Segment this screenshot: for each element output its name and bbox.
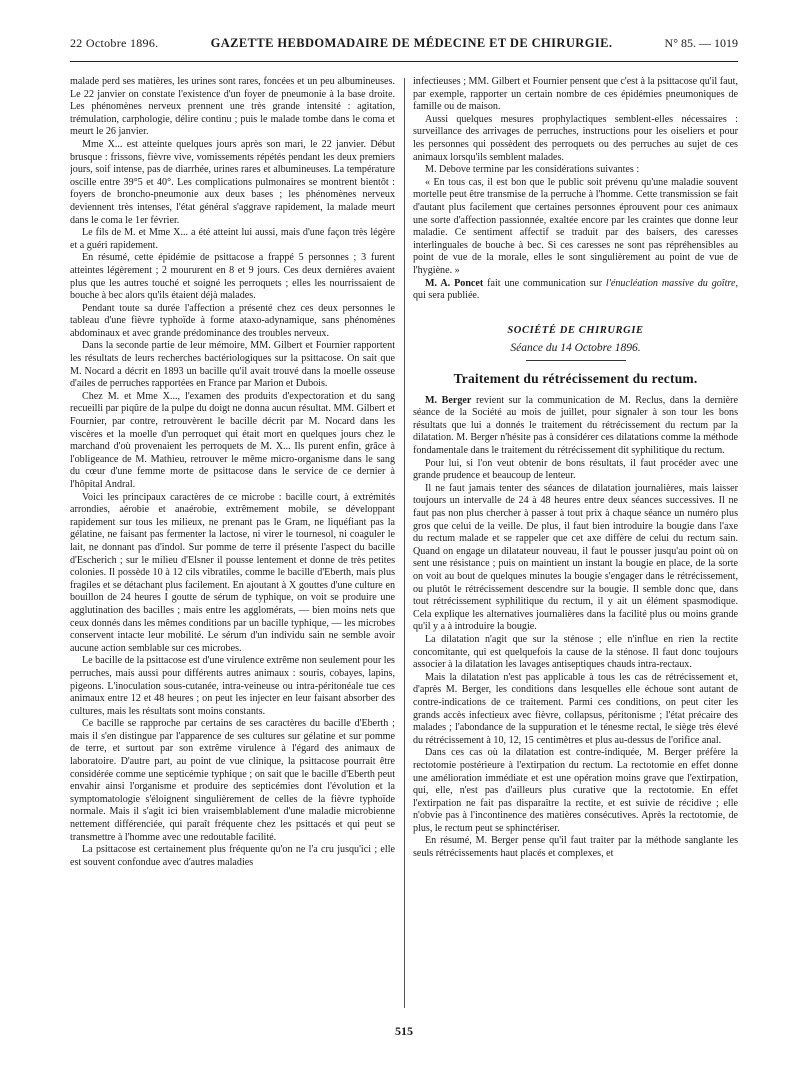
left-column <box>70 76 395 1011</box>
society-heading: SOCIÉTÉ DE CHIRURGIE <box>507 324 644 336</box>
header-date: 22 Octobre 1896. <box>70 36 159 50</box>
running-header <box>70 36 738 62</box>
paragraph: En résumé, M. Berger pense qu'il faut traiter par la méthode sanglante les seuls rétrécissements haut placés et complexes, et <box>413 835 738 860</box>
berger-paragraph <box>413 395 738 458</box>
paragraph: malade perd ses matières, les urines sont rares, foncées et un peu albumineuses. Le 22 janvier on constate l'existence d'un foyer de pneumonie à la base droite. Les phénomènes nerveux prennent une très grande intensité : agitation, trémulation, carphologie, délire continu ; puis le malade tombe dans le coma et meurt le 26 janvier. <box>70 76 395 138</box>
paragraph: Aussi quelques mesures prophylactiques semblent-elles nécessaires : surveillance des arrivages de perruches, instructions pour les oiseliers et pour les personnes qui possèdent des perroquets ou des perruches au sujet de ces animaux lorsqu'ils semblent malades. <box>413 113 738 163</box>
paragraph: M. Debove termine par les considérations suivantes : <box>425 164 640 176</box>
paragraph: Mais la dilatation n'est pas applicable à tous les cas de rétrécissement et, d'après M. Berger, les conditions dans lesquelles elle échoue sont autant de contre-indications de ce traitement. Parmi ces conditions, on peut citer les grands accès infectieux avec fièvre, collapsus, péritonisme ; l'état précaire des malades ; l'abondance de la suppuration et le ténesme rectal, le siège très élevé du rétrécissement à 10, 12, 15 centimètres et plus au-dessus de l'orifice anal. <box>413 671 738 746</box>
text-columns <box>70 76 738 1011</box>
speaker-name: M. Berger <box>425 394 472 406</box>
paragraph: Dans ces cas où la dilatation est contre-indiquée, M. Berger préfère la rectotomie postérieure à l'extirpation du rectum. La rectotomie en effet donne une amélioration immédiate et est une opération moins grave que l'extirpation, qui, elle, n'est pas d'ailleurs plus curative que la rectotomie. En effet l'extirpation ne fait pas disparaître la rectite, et est suivie de récidive ; elle n'obvie pas à l'incontinence des matières consécutives. Après la rectotomie, de plus, le rectum peut se sphinctériser. <box>413 747 738 834</box>
paragraph: infectieuses ; MM. Gilbert et Fournier pensent que c'est à la psittacose qu'il faut, par exemple, rapporter un certain nombre de ces épidémies pneumoniques de famille ou de maison. <box>413 76 738 113</box>
paragraph: Le bacille de la psittacose est d'une virulence extrême non seulement pour les perruches, mais aussi pour différents autres animaux : souris, cobayes, lapins, pigeons. L'inoculation sous-cutanée, intra-veineuse ou intra-péritonéale tue ces animaux entre 12 et 48 heures ; on peut les injecter en leur faisant absorber des cultures, mais les résultats sont moins constants. <box>70 655 395 717</box>
paragraph: La dilatation n'agit que sur la sténose ; elle n'influe en rien la rectite concomitante, qui est quelquefois la cause de la sténose. Il faut donc toujours associer à la dilatation les lavages antiseptiques chauds intra-rectaux. <box>413 633 738 671</box>
paragraph: En résumé, cette épidémie de psittacose a frappé 5 personnes ; 3 furent atteintes légèrement ; 2 moururent en 8 et 9 jours. Ces deux dernières avaient plus que les autres touché et soigné les perroquets ; elles les nourrissaient de bouche à bec alors qu'ils étaient déjà malades. <box>70 252 395 302</box>
paragraph: Il ne faut jamais tenter des séances de dilatation journalières, mais laisser toujours un intervalle de 24 à 48 heures entre deux séances successives. Il ne faut pas non plus chercher à passer à tout prix à chaque séance un numéro plus gros que celui de la veille. De plus, il faut bien introduire la bougie dans l'axe du rectum malade et se rappeler que cet axe diffère de celui du rectum sain. Quand on engage un dilatateur nouveau, il faut le pousser jusqu'au point où on sent une résistance ; puis on maintient un instant la bougie en place, de la sorte on voit au bout de quelques minutes la bougie s'engager dans le rétrécissement, ou plutôt le rétrécissement descendre sur la bougie. Il semble donc que, dans tout rétrécissement syphilitique du rectum, il y ait un élément spasmodique. Cela explique les alternatives journalières dans la facilité plus ou moins grande qu'il y a à introduire la bougie. <box>413 482 738 633</box>
quotation-paragraph: « En tous cas, il est bon que le public soit prévenu qu'une maladie souvent mortelle peut être transmise de la perruche à l'homme. Cette transmission se fait d'autant plus facilement que certaines personnes éprouvent pour ces animaux une sorte d'affection passionnée, exaltée encore par les craintes que donne leur maladie. Ce sentiment affectif se traduit par des baisers, des caresses interlinguales de bouche à bec. Si ces caresses ne sont pas répréhensibles au point de vue de la morale, elles le sont singulièrement au point de vue de l'hygiène. » <box>413 176 738 276</box>
right-column <box>413 76 738 1011</box>
column-divider <box>404 78 405 1008</box>
text-span: , qui sera publiée. <box>413 277 738 302</box>
paragraph: Chez M. et Mme X..., l'examen des produits d'expectoration et du sang recueilli par piqûre de la pulpe du doigt ne donna aucun résultat. MM. Gilbert et Fournier, par contre, retrouvèrent le bacille décrit par M. Nocard dans les viscères et la moelle d'un perroquet qui était mort en quelques jours chez le marchand d'où provenaient les perroquets de M. X... Ils purent enfin, grâce à l'obligeance de M. Mathieu, retrouver le même micro-organisme dans le sang du cœur d'une femme morte de psittacose dans le service de ce dernier à l'hôpital Andral. <box>70 390 395 490</box>
section-title: Traitement du rétrécissement du rectum. <box>453 370 698 386</box>
page <box>70 36 738 1036</box>
paragraph: La psittacose est certainement plus fréquente qu'on ne l'a cru jusqu'ici ; elle est souvent confondue avec d'autres maladies <box>70 844 395 868</box>
paragraph: Voici les principaux caractères de ce microbe : bacille court, à extrémités arrondies, aérobie et anaérobie, extrêmement mobile, se développant rapidement sur tous les milieux, ne prenant pas le Gram, ne liquéfiant pas la gélatine, ne faisant pas fermenter la lactose, ni virer le tournesol, ni coaguler le lait, ne donnant pas d'indol. Sur pomme de terre il présente l'aspect du bacille d'Escherich ; sur le milieu d'Elsner il pousse lentement et donne de très petites colonies. Il possède 10 à 12 cils vibratiles, comme le bacille d'Eberth, mais plus fragiles et se détachant plus facilement. En ajoutant à X gouttes d'une culture en bouillon de 24 heures I goutte de sérum de typhique, on voit se produire une agglutination des bacilles ; mais entre les agglomérats, — bien moins nets que ceux donnés dans les mêmes conditions par un bacille typhique, — les microbes conservent intacte leur mobilité. Le sérum d'un individu sain ne semble avoir aucune action semblable sur ces microbes. <box>70 491 395 654</box>
text-span: revient sur la communication de M. Reclus, dans la dernière séance de la Société au mois de juillet, pour signaler à son tour les bons résultats que lui a donnés le traitement du rétrécissement du rectum par la dilatation. M. Berger n'hésite pas à considérer ces dilatations comme la méthode fondamentale dans le traitement du rétrécissement dit syphilitique du rectum. <box>413 394 738 457</box>
paragraph: Mme X... est atteinte quelques jours après son mari, le 22 janvier. Début brusque : frissons, fièvre vive, vomissements répétés pendant les deux premiers jours, soif intense, pas de diarrhée, urines rares et albumineuses. La température oscille entre 39°5 et 40°. Les complications pulmonaires se montrent bientôt : foyers de broncho-pneumonie aux deux bases ; les phénomènes nerveux deviennent très intenses, l'état général s'aggrave rapidement, la malade meurt dans le coma le 1er février. <box>70 138 395 226</box>
text-span: fait une communication sur <box>483 277 606 289</box>
paragraph: Pendant toute sa durée l'affection a présenté chez ces deux personnes le tableau d'une fièvre typhoïde à forme ataxo-adynamique, sans phénomènes abdominaux et avec grande prédominance des troubles nerveux. <box>70 302 395 339</box>
paragraph: Le fils de M. et Mme X... a été atteint lui aussi, mais d'une façon très légère et a guéri rapidement. <box>70 227 395 251</box>
poncet-paragraph <box>413 278 738 303</box>
folio-number: 515 <box>395 1024 413 1038</box>
paragraph: Pour lui, si l'on veut obtenir de bons résultats, il faut procéder avec une grande prudence et beaucoup de lenteur. <box>413 457 738 482</box>
speaker-name: M. A. Poncet <box>425 277 484 289</box>
paragraph: Dans la seconde partie de leur mémoire, MM. Gilbert et Fournier rapportent les résultats de leurs recherches bactériologiques sur la psittacose. On sait que M. Nocard a décrit en 1893 un bacille qu'il avait trouvé dans la moelle osseuse d'ailes de perruches rapportées en France par Marion et Dubois. <box>70 340 395 390</box>
session-date: Séance du 14 Octobre 1896. <box>510 341 641 354</box>
section-rule <box>526 360 626 361</box>
communication-title: l'énucléation massive du goître <box>605 277 736 289</box>
paragraph: Ce bacille se rapproche par certains de ses caractères du bacille d'Eberth ; mais il s'en distingue par l'apparence de ses cultures sur gélatine et sur pomme de terre, et surtout par son extrême virulence à l'égard des animaux de laboratoire. D'autre part, au point de vue clinique, la psittacose pourrait être considérée comme une septicémie typhique ; on sait que le bacille d'Eberth peut envahir ainsi l'organisme et produire des septicémies dont l'évolution et la symptomatologie s'éloignent singulièrement de celles de la fièvre typhoïde normale. Mais il s'agit ici bien vraisemblablement d'une maladie microbienne nettement différenciée, qui paraît fréquente chez les psittacés et qui peut se transmettre à l'homme avec une redoutable facilité. <box>70 718 395 843</box>
journal-title: GAZETTE HEBDOMADAIRE DE MÉDECINE ET DE CHIRURGIE. <box>210 36 613 50</box>
issue-page-number: N° 85. — 1019 <box>664 36 738 50</box>
